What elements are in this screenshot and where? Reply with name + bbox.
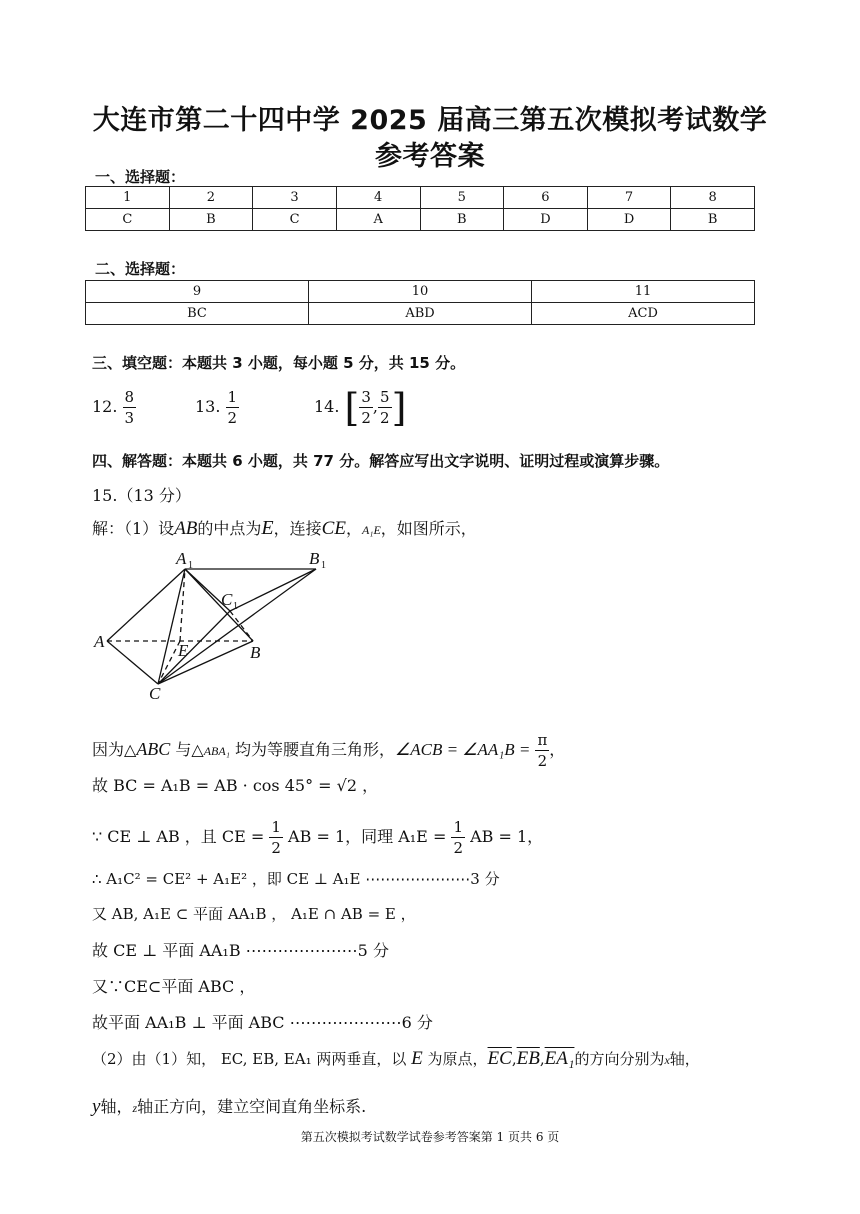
page-subtitle: 参考答案 (375, 141, 485, 172)
text: ， (345, 519, 362, 538)
proof-line-2: 故 BC = A₁B = AB · cos 45° = √2 ， (92, 776, 379, 795)
label-e: E (178, 641, 189, 660)
text: 轴， (100, 1097, 133, 1116)
proof-line-8: 故平面 AA₁B ⊥ 平面 ABC ⋯⋯⋯⋯⋯⋯⋯6 分 (92, 1013, 433, 1032)
proof-line-4: ∴ A₁C² = CE² + A₁E² ，即 CE ⊥ A₁E ⋯⋯⋯⋯⋯⋯⋯3 分 (92, 870, 500, 888)
numerator: 1 (227, 388, 238, 406)
table-cell: B (420, 209, 504, 231)
separator: , (372, 397, 379, 416)
table-cell: 5 (420, 187, 504, 209)
proof-line-1 (92, 730, 565, 771)
table-row (86, 281, 755, 303)
numerator: 8 (124, 388, 135, 406)
section1-answer-table (85, 186, 755, 231)
math: z (132, 1101, 138, 1115)
table-cell: 4 (336, 187, 420, 209)
label-subscript: 1 (233, 601, 238, 612)
numerator: 5 (380, 388, 390, 406)
table-row (86, 187, 755, 209)
label-a: A (94, 632, 105, 651)
table-cell: 8 (671, 187, 755, 209)
text: 为原点， (427, 1050, 488, 1068)
text: 因为△ (92, 740, 137, 759)
fraction (535, 730, 549, 771)
math-ab: AB (174, 518, 198, 539)
section3-heading: 三、填空题：本题共 3 小题，每小题 5 分，共 15 分。 (92, 354, 466, 372)
fraction (226, 387, 240, 428)
page-title: 大连市第二十四中学 2025 届高三第五次模拟考试数学 (92, 105, 768, 136)
proof-line-7: 又∵CE⊂平面 ABC ， (92, 977, 256, 996)
question-15-header: 15.（13 分） (92, 486, 191, 505)
table-cell: C (253, 209, 337, 231)
math-ce: CE (321, 518, 346, 539)
table-row (86, 209, 755, 231)
table-cell: 9 (86, 281, 309, 303)
label-subscript: 1 (188, 560, 193, 571)
answer-14 (314, 387, 406, 428)
math-a1e: A₁E (361, 523, 381, 537)
table-row (86, 303, 755, 325)
text: （2）由（1）知， EC, EB, EA₁ 两两垂直，以 (92, 1050, 407, 1068)
proof-line-5: 又 AB, A₁E ⊂ 平面 AA₁B ， A₁E ∩ AB = E ， (92, 905, 416, 923)
denominator: 2 (453, 839, 463, 857)
denominator: 3 (124, 409, 135, 427)
fraction (451, 817, 465, 858)
label-subscript: 1 (321, 560, 326, 571)
table-cell: D (504, 209, 588, 231)
solution-intro (92, 516, 477, 540)
numerator: 1 (271, 818, 281, 836)
table-cell: BC (86, 303, 309, 325)
page-footer: 第五次模拟考试数学试卷参考答案第 1 页共 6 页 (300, 1130, 560, 1144)
numerator: π (537, 731, 548, 749)
label-c1: C (221, 590, 233, 609)
proof-line-9: （2）由（1）知， EC, EB, EA₁ 两两垂直，以 E 为原点，$\overline{EC},\overline{EB},EA_1$的方向分别为x轴， (92, 1048, 700, 1069)
table-cell: 7 (587, 187, 671, 209)
answer-12-label: 12. (92, 397, 118, 416)
label-b1: B (309, 549, 320, 568)
denominator: 2 (227, 409, 238, 427)
answer-12 (92, 387, 136, 428)
denominator: 2 (271, 839, 281, 857)
table-cell: 3 (253, 187, 337, 209)
text: 轴， (669, 1050, 700, 1068)
text: ∵ CE ⊥ AB ，且 CE = (92, 827, 265, 846)
proof-line-6: 故 CE ⊥ 平面 AA₁B ⋯⋯⋯⋯⋯⋯⋯5 分 (92, 941, 389, 960)
table-cell: 1 (86, 187, 170, 209)
section2-heading: 二、选择题： (95, 260, 186, 278)
vector: $\overline{EB}$ (516, 1048, 540, 1069)
fraction (269, 817, 283, 858)
vector: $\overline{EC}$ (487, 1048, 512, 1069)
proof-line-10 (92, 1094, 366, 1118)
right-bracket: ] (391, 385, 407, 430)
denominator: 2 (361, 409, 371, 427)
table-cell: 10 (309, 281, 532, 303)
numerator: 3 (361, 388, 371, 406)
vector: EA₁ (544, 1048, 575, 1069)
math: y (92, 1096, 101, 1117)
section4-heading: 四、解答题：本题共 6 小题，共 77 分。解答应写出文字说明、证明过程或演算步骤。 (92, 452, 670, 470)
answer-13 (195, 387, 239, 428)
proof-line-3 (92, 817, 543, 858)
text: AB = 1， (470, 827, 544, 846)
text: 轴正方向，建立空间直角坐标系. (137, 1097, 367, 1116)
fraction (378, 387, 392, 428)
text: 解：（1）设 (92, 519, 175, 538)
math: x (664, 1053, 670, 1067)
section2-answer-table (85, 280, 755, 325)
prism-figure (90, 546, 350, 706)
section1-heading: 一、选择题： (95, 168, 186, 186)
table-cell: A (336, 209, 420, 231)
math: ABA₁ (203, 744, 230, 758)
table-cell: B (169, 209, 253, 231)
table-cell: 11 (532, 281, 755, 303)
denominator: 2 (537, 752, 548, 770)
answer-13-label: 13. (195, 397, 221, 416)
math: ABC (136, 739, 171, 759)
text: 的中点为 (197, 519, 262, 538)
label-c: C (149, 684, 161, 703)
label-a1: A (176, 549, 187, 568)
table-cell: D (587, 209, 671, 231)
text: 的方向分别为 (574, 1050, 665, 1068)
label-b: B (250, 643, 261, 662)
denominator: 2 (380, 409, 390, 427)
text: ， (549, 740, 566, 759)
table-cell: C (86, 209, 170, 231)
text: 均为等腰直角三角形， (229, 740, 395, 759)
fraction (123, 387, 137, 428)
text: 与△ (170, 740, 204, 759)
table-cell: ACD (532, 303, 755, 325)
table-cell: ABD (309, 303, 532, 325)
table-cell: 6 (504, 187, 588, 209)
math-e: E (261, 517, 274, 539)
math: E (411, 1048, 423, 1069)
left-bracket: [ (344, 385, 360, 430)
text: AB = 1，同理 A₁E = (288, 827, 447, 846)
fraction (359, 387, 373, 428)
numerator: 1 (453, 818, 463, 836)
table-cell: B (671, 209, 755, 231)
text: ，如图所示， (380, 519, 477, 538)
text: ，连接 (273, 519, 322, 538)
math: ∠ACB = ∠AA₁B = (394, 740, 531, 759)
answer-14-label: 14. (314, 397, 340, 416)
table-cell: 2 (169, 187, 253, 209)
